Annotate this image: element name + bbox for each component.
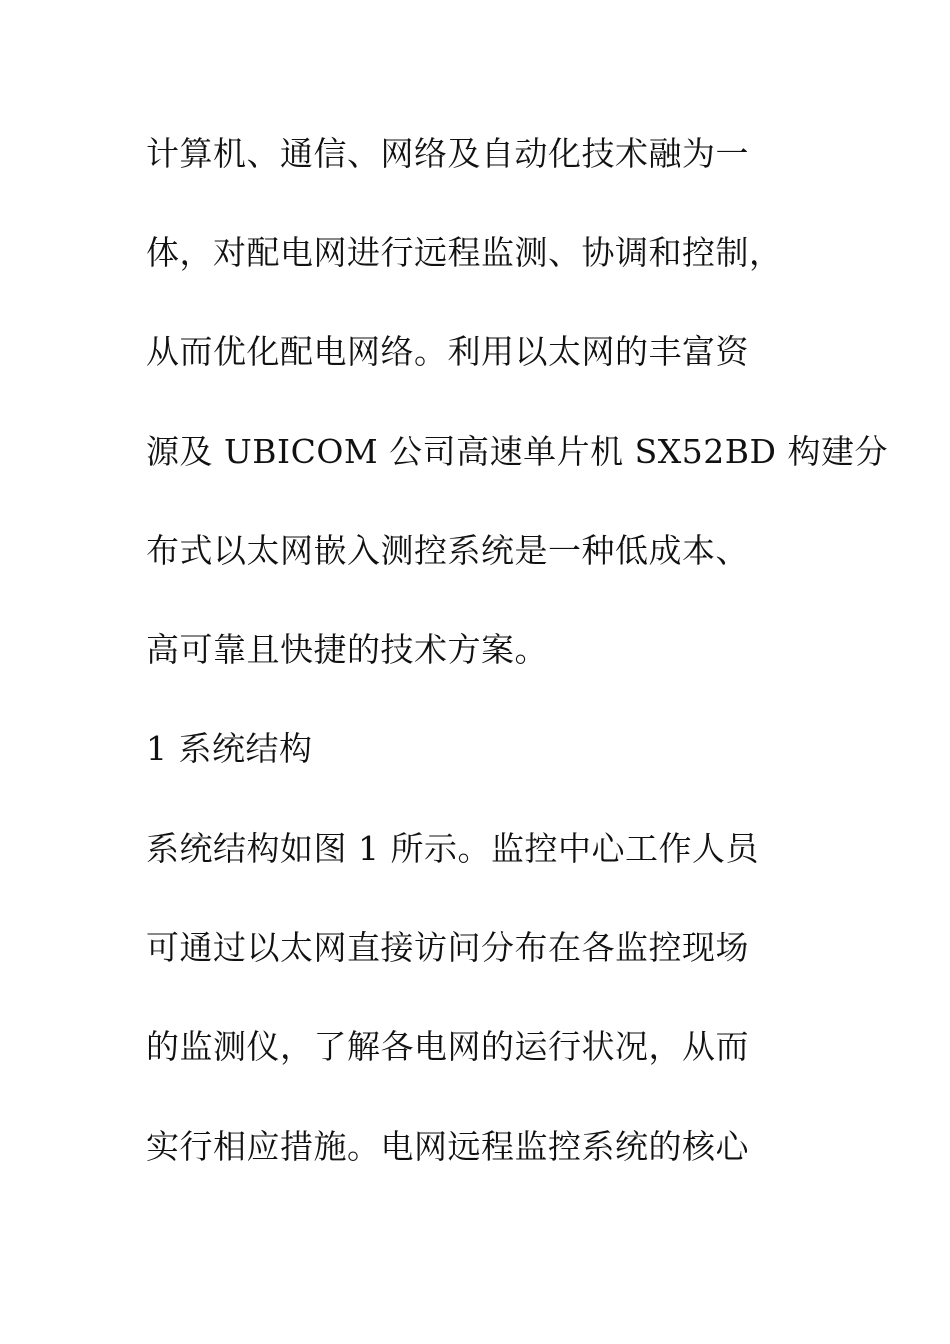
- paragraph-line: 计算机、通信、网络及自动化技术融为一: [146, 134, 749, 173]
- paragraph-line: 从而优化配电网络。利用以太网的丰富资: [146, 332, 749, 371]
- paragraph-line: 实行相应措施。电网远程监控系统的核心: [146, 1127, 749, 1166]
- paragraph-line: 源及 UBICOM 公司高速单片机 SX52BD 构建分: [146, 432, 888, 471]
- section-heading: 1 系统结构: [146, 729, 313, 768]
- paragraph-line: 系统结构如图 1 所示。监控中心工作人员: [146, 829, 759, 868]
- paragraph-line: 可通过以太网直接访问分布在各监控现场: [146, 928, 749, 967]
- paragraph-line: 的监测仪，了解各电网的运行状况，从而: [146, 1027, 749, 1066]
- paragraph-line: 布式以太网嵌入测控系统是一种低成本、: [146, 531, 749, 570]
- paragraph-line: 体，对配电网进行远程监测、协调和控制，: [146, 233, 783, 272]
- paragraph-line: 高可靠且快捷的技术方案。: [146, 630, 548, 669]
